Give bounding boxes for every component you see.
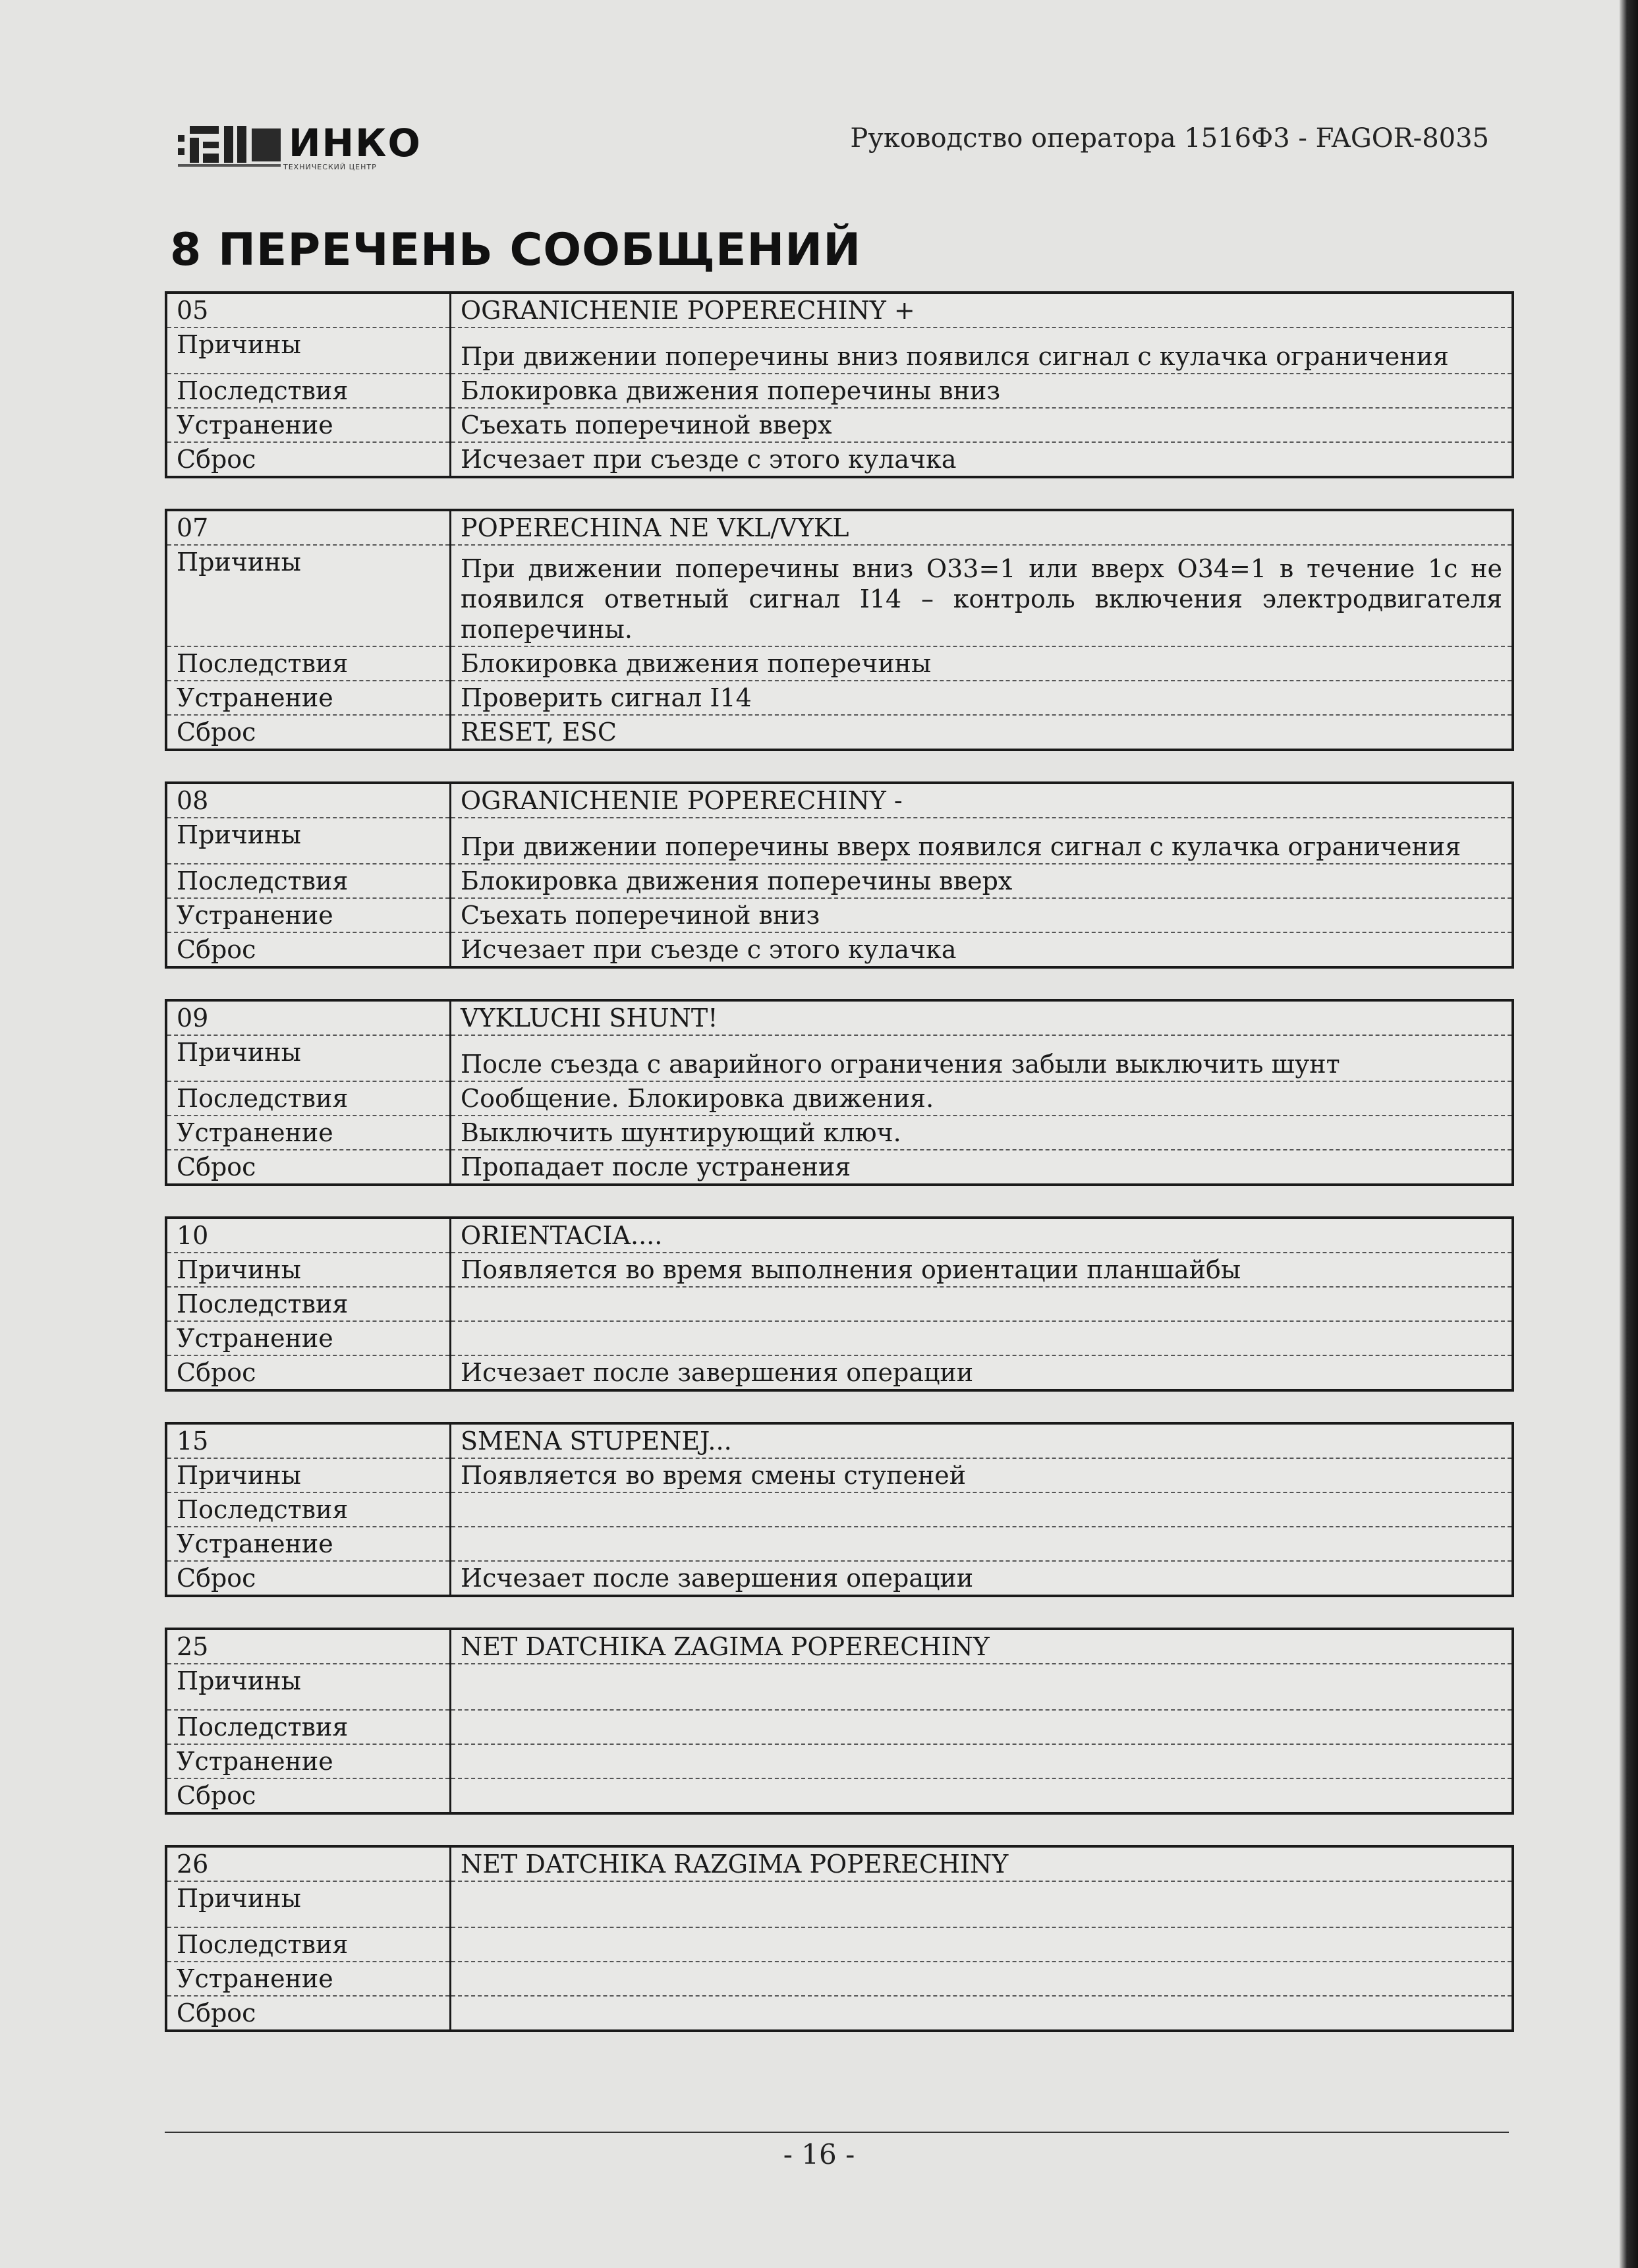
causes-value <box>451 1664 1513 1710</box>
page-number: - 16 - <box>783 2138 855 2170</box>
effects-value: Блокировка движения поперечины <box>451 646 1513 681</box>
message-code: 05 <box>166 293 451 327</box>
fix-label: Устранение <box>166 1527 451 1561</box>
fix-value <box>451 1744 1513 1778</box>
reset-label: Сброс <box>166 1150 451 1185</box>
message-title: SMENA STUPENEJ... <box>451 1423 1513 1458</box>
causes-value: При движении поперечины вверх появился сигнал с кулачка ограничения <box>451 818 1513 864</box>
effects-label: Последствия <box>166 646 451 681</box>
message-title: OGRANICHENIE POPERECHINY - <box>451 783 1513 818</box>
reset-label: Сброс <box>166 932 451 967</box>
scan-edge <box>1620 0 1638 2268</box>
fix-label: Устранение <box>166 898 451 932</box>
effects-label: Последствия <box>166 374 451 408</box>
causes-label: Причины <box>166 327 451 374</box>
fix-label: Устранение <box>166 1116 451 1150</box>
message-table-09 <box>165 999 1514 1186</box>
message-table-07 <box>165 509 1514 751</box>
causes-label: Причины <box>166 545 451 646</box>
page-header <box>178 122 1489 181</box>
causes-label: Причины <box>166 1458 451 1492</box>
message-table-15 <box>165 1422 1514 1597</box>
fix-label: Устранение <box>166 1321 451 1355</box>
message-code: 15 <box>166 1423 451 1458</box>
reset-value: Исчезает при съезде с этого кулачка <box>461 935 957 964</box>
message-code: 07 <box>166 510 451 545</box>
reset-label: Сброс <box>166 1355 451 1390</box>
effects-label: Последствия <box>166 1492 451 1527</box>
message-code: 25 <box>166 1629 451 1664</box>
message-title: ORIENTACIA.... <box>451 1218 1513 1253</box>
effects-label: Последствия <box>166 1927 451 1962</box>
section-title: 8 ПЕРЕЧЕНЬ СООБЩЕНИЙ <box>170 224 862 276</box>
causes-value: При движении поперечины вниз O33=1 или вверх O34=1 в течение 1с не появился ответный сигнал I14 – контроль включения электродвигателя поперечины. <box>451 545 1513 646</box>
fix-label: Устранение <box>166 408 451 442</box>
fix-label: Устранение <box>166 681 451 715</box>
effects-value <box>451 1710 1513 1744</box>
message-code: 08 <box>166 783 451 818</box>
logo-subtitle: ТЕХНИЧЕСКИЙ ЦЕНТР <box>283 163 377 171</box>
document-title: Руководство оператора 1516Ф3 - FAGOR-8035 <box>850 123 1489 154</box>
effects-value: Блокировка движения поперечины вниз <box>451 374 1513 408</box>
effects-label: Последствия <box>166 1081 451 1116</box>
fix-value: Съехать поперечиной вверх <box>451 408 1513 442</box>
message-table-25 <box>165 1628 1514 1815</box>
message-title: NET DATCHIKA ZAGIMA POPERECHINY <box>451 1629 1513 1664</box>
causes-label: Причины <box>166 1664 451 1710</box>
reset-label: Сброс <box>166 442 451 477</box>
fix-label: Устранение <box>166 1962 451 1996</box>
effects-value <box>451 1287 1513 1321</box>
company-logo <box>178 122 422 181</box>
message-table-10 <box>165 1216 1514 1392</box>
causes-label: Причины <box>166 1881 451 1927</box>
causes-value: При движении поперечины вниз появился сигнал с кулачка ограничения <box>451 327 1513 374</box>
reset-value <box>451 1778 1513 1813</box>
messages-list <box>165 291 1514 2062</box>
fix-value <box>451 1962 1513 1996</box>
reset-value <box>451 1996 1513 2031</box>
causes-value: Появляется во время выполнения ориентации планшайбы <box>451 1253 1513 1287</box>
reset-label: Сброс <box>166 1996 451 2031</box>
fix-value: Съехать поперечиной вниз <box>451 898 1513 932</box>
message-code: 26 <box>166 1846 451 1881</box>
fix-value: Проверить сигнал I14 <box>451 681 1513 715</box>
effects-label: Последствия <box>166 1710 451 1744</box>
fix-value: Выключить шунтирующий ключ. <box>451 1116 1513 1150</box>
reset-value: Пропадает после устранения <box>461 1152 851 1181</box>
fix-value <box>451 1527 1513 1561</box>
reset-label: Сброс <box>166 1778 451 1813</box>
reset-value: Исчезает после завершения операции <box>461 1358 974 1387</box>
reset-value: RESET, ESC <box>461 718 617 747</box>
causes-label: Причины <box>166 1253 451 1287</box>
message-table-26 <box>165 1845 1514 2032</box>
message-title: VYKLUCHI SHUNT! <box>451 1000 1513 1035</box>
causes-value: Появляется во время смены ступеней <box>451 1458 1513 1492</box>
footer-divider <box>165 2132 1509 2133</box>
fix-value <box>451 1321 1513 1355</box>
message-title: POPERECHINA NE VKL/VYKL <box>451 510 1513 545</box>
causes-value: После съезда с аварийного ограничения забыли выключить шунт <box>451 1035 1513 1081</box>
effects-value <box>451 1492 1513 1527</box>
causes-label: Причины <box>166 818 451 864</box>
effects-label: Последствия <box>166 1287 451 1321</box>
effects-value: Сообщение. Блокировка движения. <box>451 1081 1513 1116</box>
effects-value: Блокировка движения поперечины вверх <box>451 864 1513 898</box>
reset-label: Сброс <box>166 1561 451 1596</box>
reset-label: Сброс <box>166 715 451 750</box>
message-title: NET DATCHIKA RAZGIMA POPERECHINY <box>451 1846 1513 1881</box>
reset-value: Исчезает при съезде с этого кулачка <box>461 445 957 474</box>
message-table-05 <box>165 291 1514 478</box>
effects-label: Последствия <box>166 864 451 898</box>
logo-mark-icon <box>178 122 283 169</box>
fix-label: Устранение <box>166 1744 451 1778</box>
effects-value <box>451 1927 1513 1962</box>
logo-text: ИНКО <box>289 121 422 165</box>
message-table-08 <box>165 781 1514 969</box>
causes-value <box>451 1881 1513 1927</box>
causes-label: Причины <box>166 1035 451 1081</box>
message-title: OGRANICHENIE POPERECHINY + <box>451 293 1513 327</box>
message-code: 09 <box>166 1000 451 1035</box>
message-code: 10 <box>166 1218 451 1253</box>
reset-value: Исчезает после завершения операции <box>461 1564 974 1593</box>
